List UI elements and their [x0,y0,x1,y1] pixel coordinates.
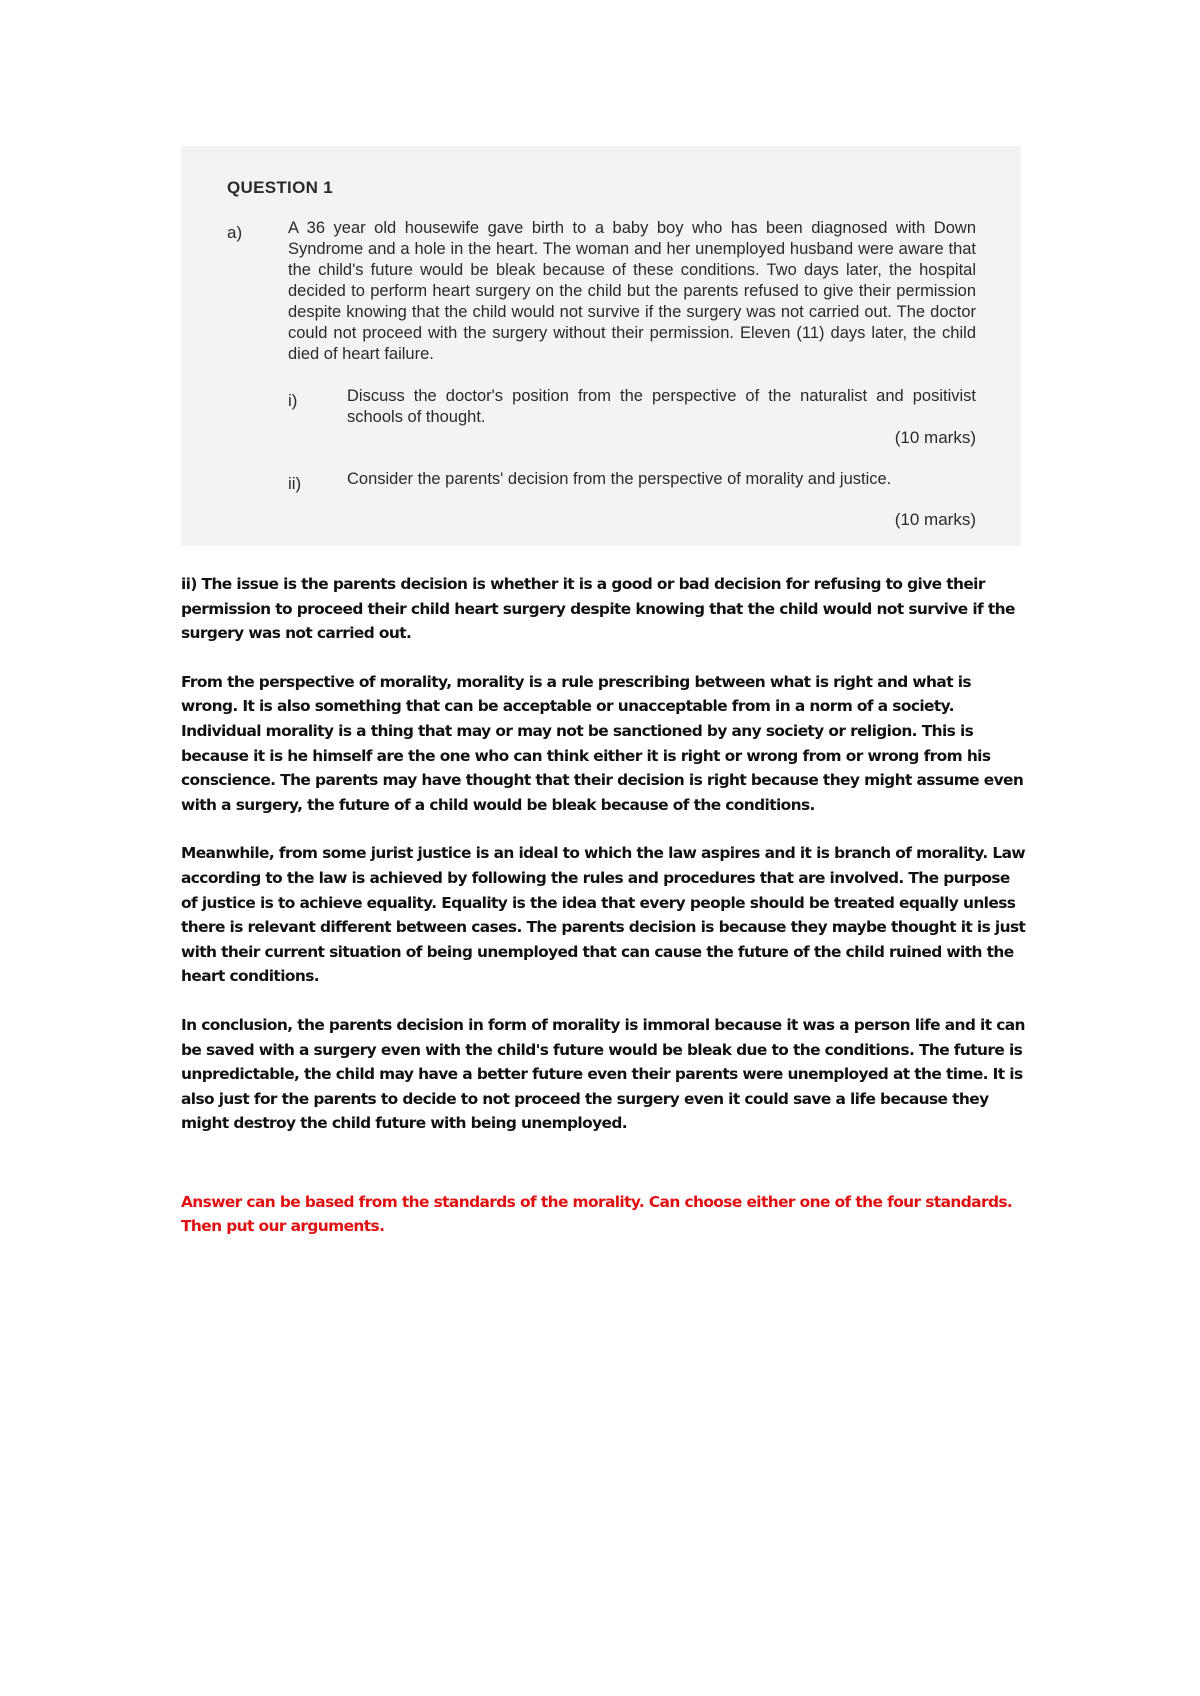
answer-feedback-note: Answer can be based from the standards of the morality. Can choose either one of the four standards. Then put our arguments. [181,1192,1013,1236]
answer-justice-paragraph: Meanwhile, from some jurist justice is an ideal to which the law aspires and it is branch of morality. Law according to the law is achieved by following the rules and procedures that are involved. The purpose of justice is to achieve equality. Equality is the idea that every people should be treated equally unless there is relevant different between cases. The parents decision is because they maybe thought it is just with their current situation of being unemployed that can cause the future of the child ruined with the heart conditions. [181,844,1026,986]
sub-question-i-marks: (10 marks) [894,428,976,447]
question-scan-image [181,146,1021,546]
answer-morality-paragraph: From the perspective of morality, morality is a rule prescribing between what is right and what is wrong. It is also something that can be acceptable or unacceptable from in a norm of a society. Individual morality is a thing that may or may not be sanctioned by any society or religion. This is because it is he himself are the one who can think either it is right or wrong from or wrong from his conscience. The parents may have thought that their decision is right because they might assume even with a surgery, the future of a child would be bleak because of the conditions. [181,672,1024,814]
question-title: QUESTION 1 [227,178,333,197]
part-a-text: A 36 year old housewife gave birth to a baby boy who has been diagnosed with Down Syndrome and a hole in the heart. The woman and her unemployed husband were aware that the child's future would be bleak because of these conditions. Two days later, the hospital decided to perform heart surgery on the child but the parents refused to give their permission despite knowing that the child would not survive if the surgery was not carried out. The doctor could not proceed with the surgery without their permission. Eleven (11) days later, the child died of heart failure. [288,219,976,363]
sub-question-i-label: i) [288,391,298,410]
sub-question-ii-label: ii) [288,474,302,493]
sub-question-i-text: Discuss the doctor's position from the perspective of the naturalist and positivist schools of thought. [347,387,976,426]
answer-body [181,572,1026,1263]
part-a-label: a) [227,223,243,242]
sub-question-ii-marks: (10 marks) [894,510,976,529]
sub-question-ii-text: Consider the parents' decision from the perspective of morality and justice. [347,470,892,488]
answer-issue-paragraph: ii) The issue is the parents decision is whether it is a good or bad decision for refusing to give their permission to proceed their child heart surgery despite knowing that the child would not survive if the surgery was not carried out. [181,575,1015,643]
answer-conclusion-paragraph: In conclusion, the parents decision in form of morality is immoral because it was a person life and it can be saved with a surgery even with the child's future would be bleak due to the conditions. The future is unpredictable, the child may have a better future even their parents were unemployed at the time. It is also just for the parents to decide to not proceed the surgery even it could save a life because they might destroy the child future with being unemployed. [181,1015,1025,1133]
